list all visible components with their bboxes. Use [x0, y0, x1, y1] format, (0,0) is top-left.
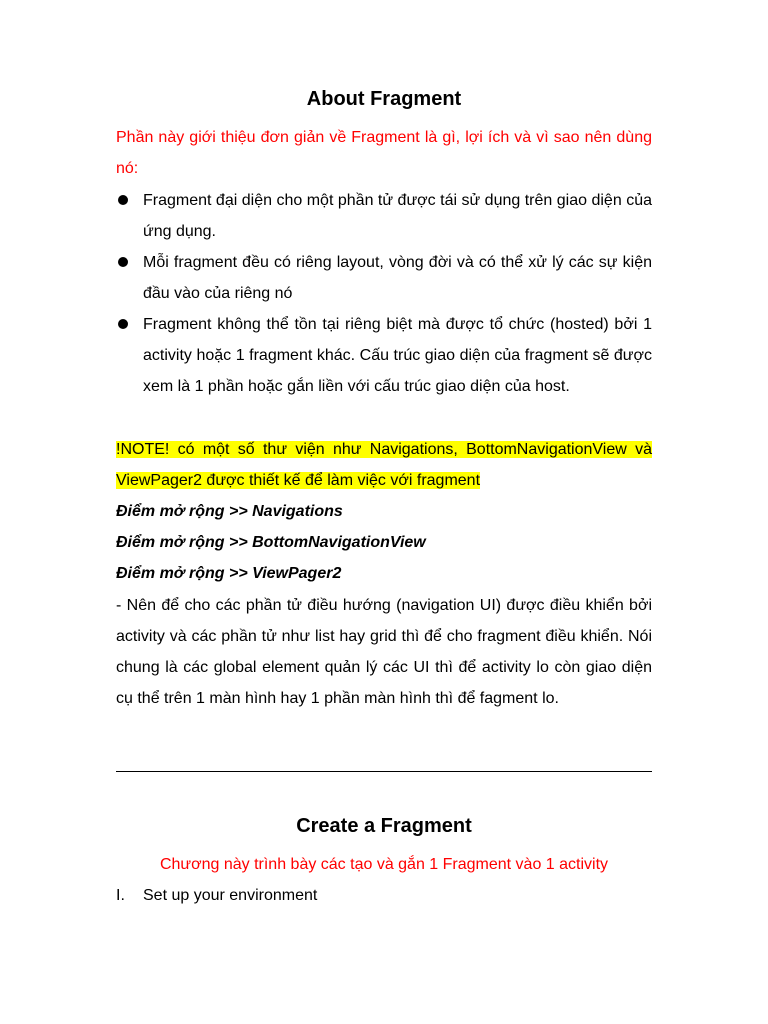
note-paragraph [116, 434, 652, 496]
list-item-text: Set up your environment [143, 887, 318, 904]
bullet-text: Fragment đại diện cho một phần tử được tái sử dụng trên giao diện của ứng dụng. [143, 192, 652, 240]
extension-link-bottomnavigationview: Điểm mở rộng >> BottomNavigationView [116, 534, 426, 551]
bullet-text: Fragment không thể tồn tại riêng biệt mà được tổ chức (hosted) bởi 1 activity hoặc 1 fragment khác. Cấu trúc giao diện của fragment sẽ được xem là 1 phần hoặc gắn liền với cấu trúc giao diện của host. [143, 316, 652, 395]
section-title-create-fragment: Create a Fragment [296, 815, 472, 837]
bullet-item [116, 309, 652, 402]
section-title-about-fragment: About Fragment [306, 88, 462, 110]
bullet-item [116, 247, 652, 309]
numbered-list-item [116, 880, 652, 911]
bullet-item [116, 185, 652, 247]
section-intro-about-fragment: Phần này giới thiệu đơn giản về Fragment là gì, lợi ích và vì sao nên dùng nó: [116, 129, 652, 177]
body-paragraph: - Nên để cho các phần tử điều hướng (navigation UI) được điều khiển bởi activity và các phần tử như list hay grid thì để cho fragment điều khiển. Nói chung là các global element quản lý các UI thì để activity lo còn giao diện cụ thể trên 1 màn hình hay 1 phần màn hình thì để fagment lo. [116, 597, 652, 707]
extension-link-viewpager2: Điểm mở rộng >> ViewPager2 [116, 565, 342, 582]
note-highlight: !NOTE! có một số thư viện như Navigations, BottomNavigationView và ViewPager2 được thiết kế để làm việc với fragment [116, 441, 652, 489]
extension-link-navigations: Điểm mở rộng >> Navigations [116, 503, 343, 520]
bullet-text: Mỗi fragment đều có riêng layout, vòng đời và có thể xử lý các sự kiện đầu vào của riêng nó [143, 254, 652, 302]
bullet-icon [118, 195, 128, 205]
bullet-icon [118, 319, 128, 329]
list-number: I. [116, 887, 125, 904]
bullet-icon [118, 257, 128, 267]
section-intro-create-fragment: Chương này trình bày các tạo và gắn 1 Fragment vào 1 activity [159, 856, 609, 873]
horizontal-divider [116, 771, 652, 772]
